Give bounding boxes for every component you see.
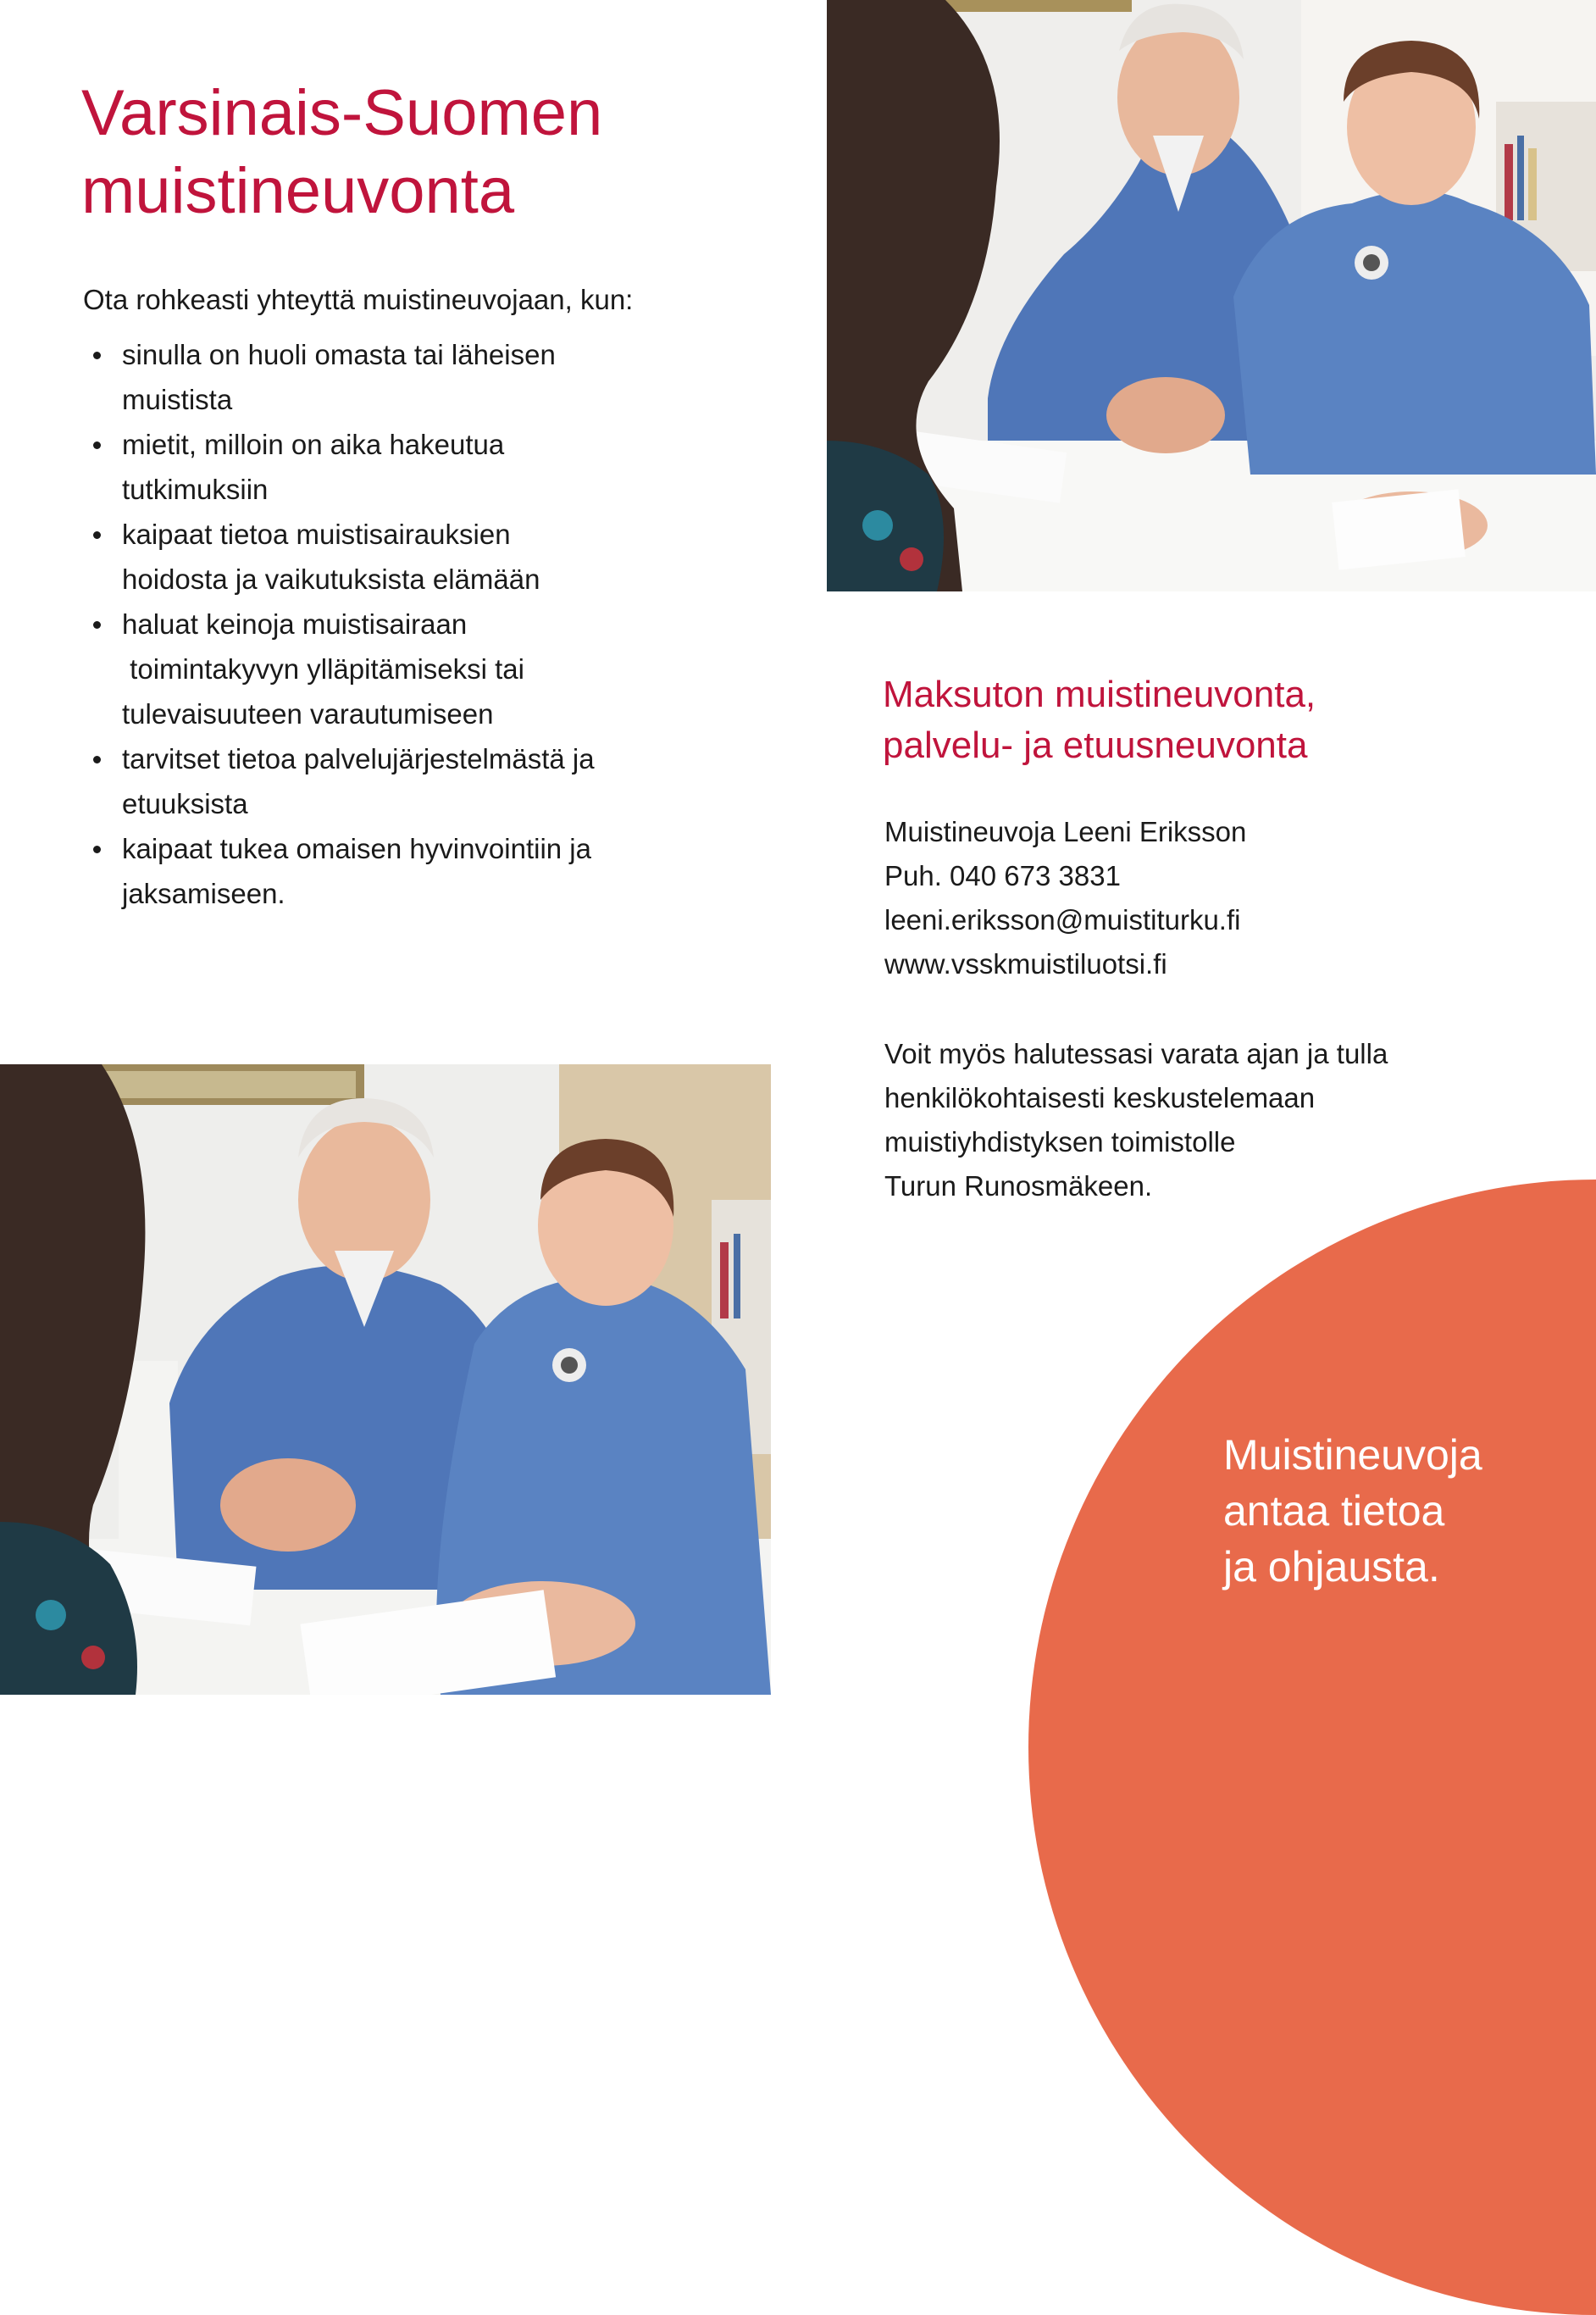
intro-text: Ota rohkeasti yhteyttä muistineuvojaan, kun: [83,284,634,315]
note-line: muistiyhdistyksen toimistolle [884,1126,1236,1158]
appointment-note [884,1032,1562,1208]
title-line-2: muistineuvonta [81,155,515,227]
contact-block [884,810,1246,986]
bullet-line: haluat keinoja muistisairaan [122,608,468,640]
bullet-item [91,332,651,422]
bullet-line: toimintakyvyn ylläpitämiseksi tai [122,653,524,685]
bullet-line: tulevaisuuteen varautumiseen [122,698,494,730]
bullet-item [91,422,651,512]
photo-couple-consultation-top [827,0,1596,591]
contact-phone[interactable]: Puh. 040 673 3831 [884,860,1121,891]
bullet-line: hoidosta ja vaikutuksista elämään [122,563,540,595]
bullet-list [91,332,651,916]
bullet-item [91,602,651,736]
badge-line: antaa tietoa [1223,1487,1445,1535]
title-line-1: Varsinais-Suomen [81,77,603,149]
bullet-item [91,826,651,916]
service-title-line-2: palvelu- ja etuusneuvonta [883,724,1308,766]
bullet-item [91,512,651,602]
photo-couple-consultation-bottom [0,1064,771,1695]
contact-name: Muistineuvoja Leeni Eriksson [884,816,1247,847]
service-title-line-1: Maksuton muistineuvonta, [883,674,1316,715]
note-line: henkilökohtaisesti keskustelemaan [884,1082,1316,1113]
bullet-line: kaipaat tietoa muistisairauksien [122,519,511,550]
bullet-line: muistista [122,384,233,415]
contact-website[interactable]: www.vsskmuistiluotsi.fi [884,948,1167,980]
bullet-line: tarvitset tietoa palvelujärjestelmästä ja [122,743,595,774]
bullet-line: mietit, milloin on aika hakeutua [122,429,505,460]
service-title [883,669,1527,771]
bullet-line: sinulla on huoli omasta tai läheisen [122,339,556,370]
contact-email[interactable]: leeni.eriksson@muistiturku.fi [884,904,1241,935]
badge-text [1223,1427,1482,1595]
bullet-line: jaksamiseen. [122,878,285,909]
badge-line: Muistineuvoja [1223,1431,1482,1479]
bullet-item [91,736,651,826]
orange-circle-shape [1028,1180,1596,2315]
bullet-line: tutkimuksiin [122,474,269,505]
bullet-line: etuuksista [122,788,248,819]
note-line: Voit myös halutessasi varata ajan ja tulla [884,1038,1388,1069]
badge-line: ja ohjausta. [1223,1543,1440,1591]
page-title [81,75,674,230]
note-line: Turun Runosmäkeen. [884,1170,1153,1202]
bullet-line: kaipaat tukea omaisen hyvinvointiin ja [122,833,591,864]
